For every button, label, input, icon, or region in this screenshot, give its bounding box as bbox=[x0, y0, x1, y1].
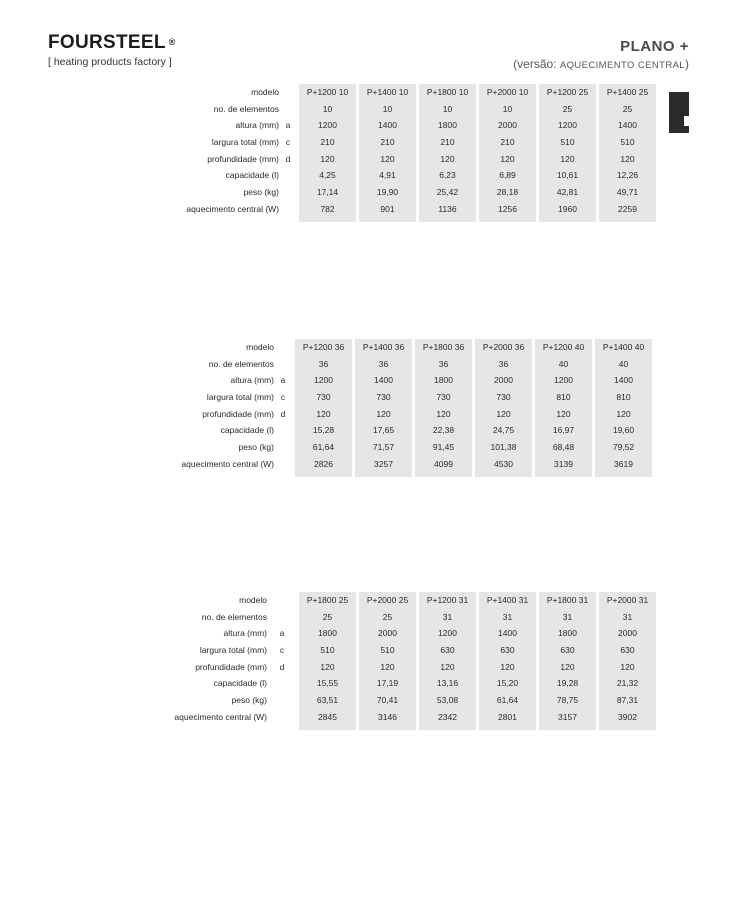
value-cell: 120 bbox=[316, 408, 331, 419]
value-cell: 3146 bbox=[378, 711, 397, 722]
row-labels bbox=[150, 592, 267, 726]
value-cell: 810 bbox=[556, 392, 571, 403]
value-cell: 2826 bbox=[314, 458, 333, 469]
row-label: profundidade (mm) bbox=[202, 408, 274, 419]
value-cell: 210 bbox=[440, 137, 455, 148]
model-name-cell: P+2000 36 bbox=[482, 342, 525, 352]
row-label: altura (mm) bbox=[223, 628, 267, 639]
value-cell: 120 bbox=[496, 408, 511, 419]
value-cell: 36 bbox=[498, 358, 509, 369]
value-cell: 25 bbox=[322, 611, 333, 622]
row-label: modelo bbox=[251, 87, 279, 97]
value-cell: 782 bbox=[320, 203, 335, 214]
row-label: profundidade (mm) bbox=[207, 153, 279, 164]
value-cell: 1200 bbox=[318, 120, 337, 131]
model-name-cell: P+1400 10 bbox=[366, 87, 409, 97]
registered-mark: ® bbox=[168, 37, 176, 47]
value-cell: 63,51 bbox=[316, 695, 339, 706]
value-cell: 10 bbox=[442, 103, 453, 114]
model-column bbox=[299, 592, 356, 730]
section-tab-marker bbox=[669, 92, 689, 133]
dimension-letter bbox=[283, 184, 293, 201]
value-cell: 79,52 bbox=[612, 442, 635, 453]
value-cell: 19,60 bbox=[612, 425, 635, 436]
value-cell: 120 bbox=[380, 153, 395, 164]
value-cell: 12,26 bbox=[616, 170, 639, 181]
value-cell: 120 bbox=[556, 408, 571, 419]
value-cell: 10 bbox=[322, 103, 333, 114]
row-label: largura total (mm) bbox=[199, 645, 267, 656]
value-cell: 120 bbox=[320, 661, 335, 672]
value-cell: 510 bbox=[560, 137, 575, 148]
value-cell: 10,61 bbox=[556, 170, 579, 181]
row-label: capacidade (l) bbox=[225, 170, 279, 181]
model-column bbox=[599, 84, 656, 222]
model-name-cell: P+1800 36 bbox=[422, 342, 465, 352]
value-cell: 78,75 bbox=[556, 695, 579, 706]
value-cell: 40 bbox=[558, 358, 569, 369]
value-cell: 1800 bbox=[558, 628, 577, 639]
model-name-cell: P+1800 10 bbox=[426, 87, 469, 97]
value-cell: 730 bbox=[496, 392, 511, 403]
dimension-letter: c bbox=[279, 645, 285, 656]
model-column bbox=[539, 592, 596, 730]
dimension-letter: a bbox=[280, 375, 286, 386]
dimension-letter: c bbox=[285, 137, 291, 148]
row-label: peso (kg) bbox=[231, 695, 267, 706]
value-cell: 70,41 bbox=[376, 695, 399, 706]
model-columns bbox=[299, 84, 656, 222]
dimension-letter bbox=[277, 609, 287, 626]
value-cell: 19,28 bbox=[556, 678, 579, 689]
product-title: PLANO + bbox=[620, 38, 689, 55]
model-name-cell: P+2000 10 bbox=[486, 87, 529, 97]
model-columns bbox=[299, 592, 656, 730]
value-cell: 36 bbox=[378, 358, 389, 369]
value-cell: 61,64 bbox=[496, 695, 519, 706]
model-column bbox=[355, 339, 412, 477]
row-label: altura (mm) bbox=[230, 375, 274, 386]
model-column bbox=[539, 84, 596, 222]
model-column bbox=[415, 339, 472, 477]
value-cell: 630 bbox=[500, 645, 515, 656]
value-cell: 4099 bbox=[434, 458, 453, 469]
value-cell: 120 bbox=[500, 153, 515, 164]
value-cell: 901 bbox=[380, 203, 395, 214]
model-column bbox=[599, 592, 656, 730]
value-cell: 510 bbox=[380, 645, 395, 656]
value-cell: 730 bbox=[436, 392, 451, 403]
value-cell: 1200 bbox=[314, 375, 333, 386]
model-column bbox=[419, 592, 476, 730]
value-cell: 120 bbox=[380, 661, 395, 672]
value-cell: 91,45 bbox=[432, 442, 455, 453]
brand-name bbox=[48, 33, 176, 53]
dimension-letters bbox=[278, 339, 288, 473]
value-cell: 1400 bbox=[614, 375, 633, 386]
model-column bbox=[419, 84, 476, 222]
value-cell: 49,71 bbox=[616, 187, 639, 198]
model-name-cell: P+1400 40 bbox=[602, 342, 645, 352]
subtitle-suffix: ) bbox=[685, 57, 689, 71]
value-cell: 2000 bbox=[618, 628, 637, 639]
model-column bbox=[595, 339, 652, 477]
dimension-letter: d bbox=[280, 408, 286, 419]
value-cell: 25 bbox=[622, 103, 633, 114]
value-cell: 1200 bbox=[438, 628, 457, 639]
model-column bbox=[475, 339, 532, 477]
value-cell: 21,32 bbox=[616, 678, 639, 689]
value-cell: 120 bbox=[376, 408, 391, 419]
value-cell: 3619 bbox=[614, 458, 633, 469]
model-column bbox=[479, 592, 536, 730]
section-tab-notch bbox=[684, 116, 689, 126]
dimension-letter bbox=[283, 201, 293, 218]
row-label: aquecimento central (W) bbox=[174, 711, 267, 722]
subtitle-prefix: (versão: bbox=[513, 57, 557, 71]
row-label: altura (mm) bbox=[235, 120, 279, 131]
value-cell: 2000 bbox=[498, 120, 517, 131]
value-cell: 2000 bbox=[378, 628, 397, 639]
dimension-letters bbox=[283, 84, 293, 218]
value-cell: 120 bbox=[620, 153, 635, 164]
value-cell: 510 bbox=[620, 137, 635, 148]
value-cell: 3139 bbox=[554, 458, 573, 469]
model-name-cell: P+1200 25 bbox=[546, 87, 589, 97]
row-label: aquecimento central (W) bbox=[181, 458, 274, 469]
model-column bbox=[299, 84, 356, 222]
value-cell: 36 bbox=[318, 358, 329, 369]
value-cell: 1400 bbox=[378, 120, 397, 131]
value-cell: 6,23 bbox=[439, 170, 456, 181]
value-cell: 2801 bbox=[498, 711, 517, 722]
value-cell: 31 bbox=[502, 611, 513, 622]
model-columns bbox=[295, 339, 652, 477]
value-cell: 810 bbox=[616, 392, 631, 403]
model-name-cell: P+1200 31 bbox=[426, 595, 469, 605]
value-cell: 120 bbox=[560, 153, 575, 164]
dimension-letter bbox=[277, 592, 287, 609]
dimension-letter bbox=[283, 84, 293, 101]
row-label: profundidade (mm) bbox=[195, 661, 267, 672]
value-cell: 120 bbox=[560, 661, 575, 672]
dimension-letter bbox=[278, 456, 288, 473]
brand-tagline: [ heating products factory ] bbox=[48, 56, 172, 68]
value-cell: 210 bbox=[320, 137, 335, 148]
row-label: no. de elementos bbox=[201, 611, 267, 622]
value-cell: 120 bbox=[440, 153, 455, 164]
value-cell: 1136 bbox=[438, 203, 457, 214]
model-name-cell: P+2000 25 bbox=[366, 595, 409, 605]
row-label: aquecimento central (W) bbox=[186, 203, 279, 214]
value-cell: 1400 bbox=[498, 628, 517, 639]
value-cell: 40 bbox=[618, 358, 629, 369]
model-name-cell: P+1200 10 bbox=[306, 87, 349, 97]
value-cell: 1200 bbox=[554, 375, 573, 386]
value-cell: 15,20 bbox=[496, 678, 519, 689]
dimension-letter bbox=[278, 439, 288, 456]
dimension-letter: d bbox=[285, 153, 291, 164]
value-cell: 22,38 bbox=[432, 425, 455, 436]
row-label: no. de elementos bbox=[208, 358, 274, 369]
dimension-letter: a bbox=[285, 120, 291, 131]
brand-logo bbox=[48, 33, 176, 68]
value-cell: 15,28 bbox=[312, 425, 335, 436]
dimension-letter bbox=[277, 709, 287, 726]
value-cell: 10 bbox=[502, 103, 513, 114]
value-cell: 630 bbox=[560, 645, 575, 656]
value-cell: 53,08 bbox=[436, 695, 459, 706]
value-cell: 25 bbox=[382, 611, 393, 622]
value-cell: 31 bbox=[622, 611, 633, 622]
model-name-cell: P+1800 25 bbox=[306, 595, 349, 605]
value-cell: 120 bbox=[436, 408, 451, 419]
row-labels bbox=[150, 339, 274, 473]
value-cell: 120 bbox=[500, 661, 515, 672]
value-cell: 1960 bbox=[558, 203, 577, 214]
value-cell: 210 bbox=[500, 137, 515, 148]
value-cell: 17,14 bbox=[316, 187, 339, 198]
dimension-letter bbox=[278, 356, 288, 373]
value-cell: 4,91 bbox=[379, 170, 396, 181]
value-cell: 24,75 bbox=[492, 425, 515, 436]
value-cell: 28,18 bbox=[496, 187, 519, 198]
model-column bbox=[359, 592, 416, 730]
subtitle-caps: AQUECIMENTO CENTRAL bbox=[559, 60, 685, 71]
value-cell: 16,97 bbox=[552, 425, 575, 436]
brand-name-text: FOURSTEEL bbox=[48, 32, 166, 53]
value-cell: 10 bbox=[382, 103, 393, 114]
model-column bbox=[479, 84, 536, 222]
value-cell: 6,89 bbox=[499, 170, 516, 181]
value-cell: 120 bbox=[440, 661, 455, 672]
value-cell: 630 bbox=[440, 645, 455, 656]
value-cell: 2259 bbox=[618, 203, 637, 214]
value-cell: 3257 bbox=[374, 458, 393, 469]
dimension-letter bbox=[278, 339, 288, 356]
model-name-cell: P+1800 31 bbox=[546, 595, 589, 605]
dimension-letter: c bbox=[280, 392, 286, 403]
value-cell: 630 bbox=[620, 645, 635, 656]
value-cell: 1800 bbox=[318, 628, 337, 639]
model-name-cell: P+1200 36 bbox=[302, 342, 345, 352]
value-cell: 1400 bbox=[374, 375, 393, 386]
model-name-cell: P+2000 31 bbox=[606, 595, 649, 605]
row-label: largura total (mm) bbox=[206, 392, 274, 403]
value-cell: 31 bbox=[562, 611, 573, 622]
row-label: modelo bbox=[239, 595, 267, 605]
value-cell: 1800 bbox=[438, 120, 457, 131]
value-cell: 19,90 bbox=[376, 187, 399, 198]
model-name-cell: P+1400 31 bbox=[486, 595, 529, 605]
value-cell: 17,19 bbox=[376, 678, 399, 689]
dimension-letter: a bbox=[279, 628, 285, 639]
value-cell: 510 bbox=[320, 645, 335, 656]
value-cell: 13,16 bbox=[436, 678, 459, 689]
model-name-cell: P+1400 36 bbox=[362, 342, 405, 352]
value-cell: 25 bbox=[562, 103, 573, 114]
model-column bbox=[295, 339, 352, 477]
value-cell: 120 bbox=[320, 153, 335, 164]
value-cell: 730 bbox=[376, 392, 391, 403]
product-header bbox=[513, 38, 689, 71]
value-cell: 210 bbox=[380, 137, 395, 148]
row-labels bbox=[150, 84, 279, 218]
dimension-letter bbox=[283, 167, 293, 184]
model-name-cell: P+1200 40 bbox=[542, 342, 585, 352]
value-cell: 2000 bbox=[494, 375, 513, 386]
model-name-cell: P+1400 25 bbox=[606, 87, 649, 97]
value-cell: 120 bbox=[616, 408, 631, 419]
row-label: capacidade (l) bbox=[213, 678, 267, 689]
value-cell: 730 bbox=[316, 392, 331, 403]
dimension-letters bbox=[277, 592, 287, 726]
value-cell: 61,64 bbox=[312, 442, 335, 453]
dimension-letter bbox=[283, 101, 293, 118]
product-subtitle bbox=[513, 57, 689, 71]
value-cell: 87,31 bbox=[616, 695, 639, 706]
value-cell: 71,57 bbox=[372, 442, 395, 453]
value-cell: 3902 bbox=[618, 711, 637, 722]
row-label: capacidade (l) bbox=[220, 425, 274, 436]
value-cell: 42,81 bbox=[556, 187, 579, 198]
value-cell: 101,38 bbox=[490, 442, 517, 453]
value-cell: 1800 bbox=[434, 375, 453, 386]
dimension-letter bbox=[277, 675, 287, 692]
row-label: peso (kg) bbox=[238, 442, 274, 453]
value-cell: 15,55 bbox=[316, 678, 339, 689]
row-label: modelo bbox=[246, 342, 274, 352]
model-column bbox=[535, 339, 592, 477]
value-cell: 3157 bbox=[558, 711, 577, 722]
value-cell: 4,25 bbox=[319, 170, 336, 181]
dimension-letter bbox=[277, 692, 287, 709]
row-label: peso (kg) bbox=[243, 187, 279, 198]
dimension-letter: d bbox=[279, 661, 285, 672]
dimension-letter bbox=[278, 422, 288, 439]
value-cell: 17,65 bbox=[372, 425, 395, 436]
value-cell: 68,48 bbox=[552, 442, 575, 453]
value-cell: 120 bbox=[620, 661, 635, 672]
value-cell: 2342 bbox=[438, 711, 457, 722]
value-cell: 4530 bbox=[494, 458, 513, 469]
row-label: no. de elementos bbox=[213, 103, 279, 114]
value-cell: 36 bbox=[438, 358, 449, 369]
row-label: largura total (mm) bbox=[211, 137, 279, 148]
value-cell: 1256 bbox=[498, 203, 517, 214]
value-cell: 1200 bbox=[558, 120, 577, 131]
value-cell: 2845 bbox=[318, 711, 337, 722]
value-cell: 1400 bbox=[618, 120, 637, 131]
value-cell: 31 bbox=[442, 611, 453, 622]
value-cell: 25,42 bbox=[436, 187, 459, 198]
model-column bbox=[359, 84, 416, 222]
